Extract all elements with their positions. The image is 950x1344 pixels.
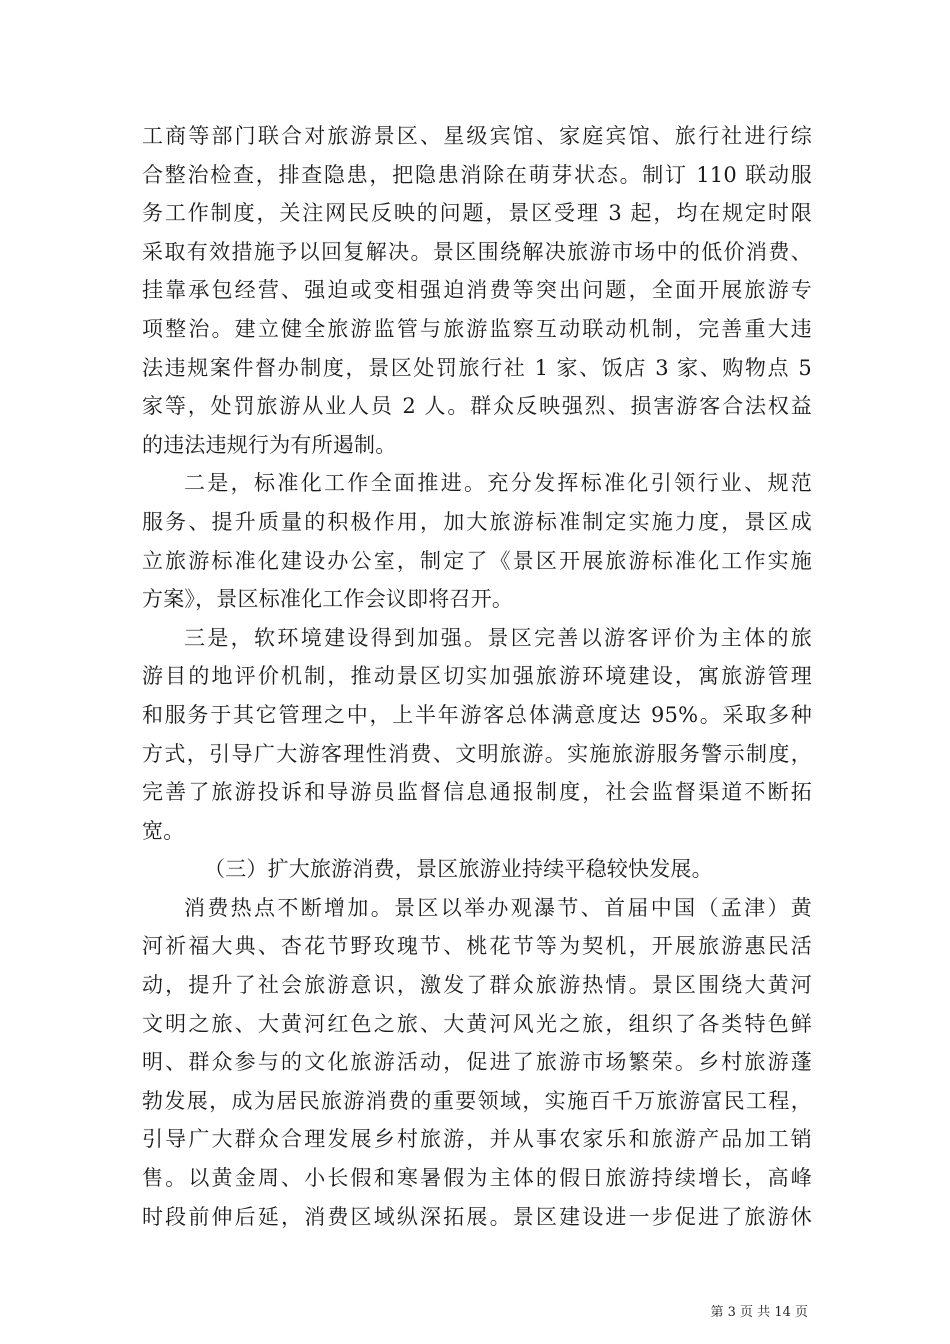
text-line: 挂靠承包经营、强迫或变相强迫消费等突出问题，全面开展旅游专 [142, 278, 812, 303]
text-line: 立旅游标准化建设办公室，制定了《景区开展旅游标准化工作实施 [142, 548, 812, 573]
paragraph-first-line: 二是，标准化工作全面推进。充分发挥标准化引领行业、规范 [184, 471, 812, 496]
text-line: 引导广大群众合理发展乡村旅游，并从事农家乐和旅游产品加工销 [142, 1127, 812, 1152]
text-line: 的违法违规行为有所遏制。 [142, 432, 397, 457]
text-line: 服务、提升质量的积极作用，加大旅游标准制定实施力度，景区成 [142, 509, 812, 534]
text-line: 项整治。建立健全旅游监管与旅游监察互动联动机制，完善重大违 [142, 316, 812, 341]
text-line: 明、群众参与的文化旅游活动，促进了旅游市场繁荣。乡村旅游蓬 [142, 1050, 812, 1075]
text-line: 方式，引导广大游客理性消费、文明旅游。实施旅游服务警示制度， [142, 741, 812, 766]
text-line: 河祈福大典、杏花节野玫瑰节、桃花节等为契机，开展旅游惠民活 [142, 934, 812, 959]
text-line: 游目的地评价机制，推动景区切实加强旅游环境建设，寓旅游管理 [142, 664, 812, 689]
text-line: 工商等部门联合对旅游景区、星级宾馆、家庭宾馆、旅行社进行综 [142, 124, 812, 148]
page-number: 第 3 页 共 14 页 [710, 1305, 808, 1320]
text-line: 售。以黄金周、小长假和寒暑假为主体的假日旅游持续增长，高峰 [142, 1166, 812, 1191]
text-line: 采取有效措施予以回复解决。景区围绕解决旅游市场中的低价消费、 [142, 239, 812, 264]
text-line: 动，提升了社会旅游意识，激发了群众旅游热情。景区围绕大黄河 [142, 973, 812, 998]
text-line: 务工作制度，关注网民反映的问题，景区受理 3 起，均在规定时限 [142, 201, 812, 226]
section-heading: （三）扩大旅游消费，景区旅游业持续平稳较快发展。 [204, 857, 713, 882]
document-body [142, 117, 812, 1236]
text-line: 文明之旅、大黄河红色之旅、大黄河风光之旅，组织了各类特色鲜 [142, 1011, 812, 1036]
text-line: 法违规案件督办制度，景区处罚旅行社 1 家、饭店 3 家、购物点 5 [142, 355, 812, 380]
text-line: 合整治检查，排查隐患，把隐患消除在萌芽状态。制订 110 联动服 [142, 162, 812, 187]
text-line: 时段前伸后延，消费区域纵深拓展。景区建设进一步促进了旅游休 [142, 1204, 812, 1229]
paragraph-first-line: 消费热点不断增加。景区以举办观瀑节、首届中国（孟津）黄 [184, 895, 812, 920]
text-line: 家等，处罚旅游从业人员 2 人。群众反映强烈、损害游客合法权益 [142, 394, 812, 419]
text-line: 完善了旅游投诉和导游员监督信息通报制度，社会监督渠道不断拓 [142, 780, 812, 805]
text-line: 勃发展，成为居民旅游消费的重要领域，实施百千万旅游富民工程， [142, 1088, 812, 1113]
text-line: 方案》，景区标准化工作会议即将召开。 [142, 587, 514, 612]
paragraph-first-line: 三是，软环境建设得到加强。景区完善以游客评价为主体的旅 [184, 625, 812, 650]
text-line: 和服务于其它管理之中，上半年游客总体满意度达 95%。采取多种 [142, 702, 812, 727]
text-line: 宽。 [142, 818, 185, 843]
